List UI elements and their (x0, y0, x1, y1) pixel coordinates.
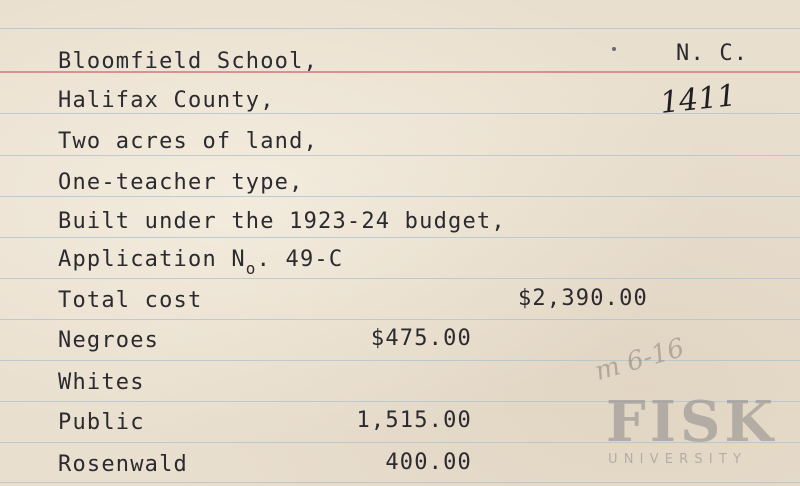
budget-line: Built under the 1923-24 budget, (58, 209, 506, 234)
fisk-university-logo (600, 389, 790, 478)
ink-dot (612, 47, 616, 51)
whites-label: Whites (58, 370, 145, 395)
ruled-line (0, 155, 800, 156)
application-prefix: Application N (58, 247, 246, 272)
pencil-annotation: m 6-16 (591, 332, 688, 388)
application-suffix: . 49-C (256, 247, 344, 272)
logo-wordmark: FISK (606, 389, 778, 455)
school-line: Bloomfield School, (58, 49, 319, 74)
land-line: Two acres of land, (58, 129, 319, 154)
ruled-line (0, 482, 800, 483)
application-line (58, 247, 344, 278)
public-value: 1,515.00 (356, 408, 472, 433)
logo-subtitle: UNIVERSITY (608, 452, 748, 467)
negroes-label: Negroes (58, 328, 160, 353)
type-line: One-teacher type, (58, 170, 304, 195)
ruled-line (0, 196, 800, 197)
ruled-line (0, 237, 800, 238)
negroes-value: $475.00 (370, 326, 472, 351)
county-line: Halifax County, (58, 88, 275, 113)
handwritten-card-number: 1411 (658, 78, 738, 121)
ruled-line (0, 278, 800, 279)
application-subscript: o (245, 259, 257, 278)
total-cost-label: Total cost (58, 288, 203, 313)
public-label: Public (58, 410, 145, 435)
ruled-line (0, 319, 800, 320)
rosenwald-value: 400.00 (385, 450, 472, 475)
header-code: N. C. (676, 41, 749, 66)
total-cost-value: $2,390.00 (517, 286, 648, 311)
rosenwald-label: Rosenwald (58, 452, 189, 477)
ruled-line (0, 28, 800, 29)
